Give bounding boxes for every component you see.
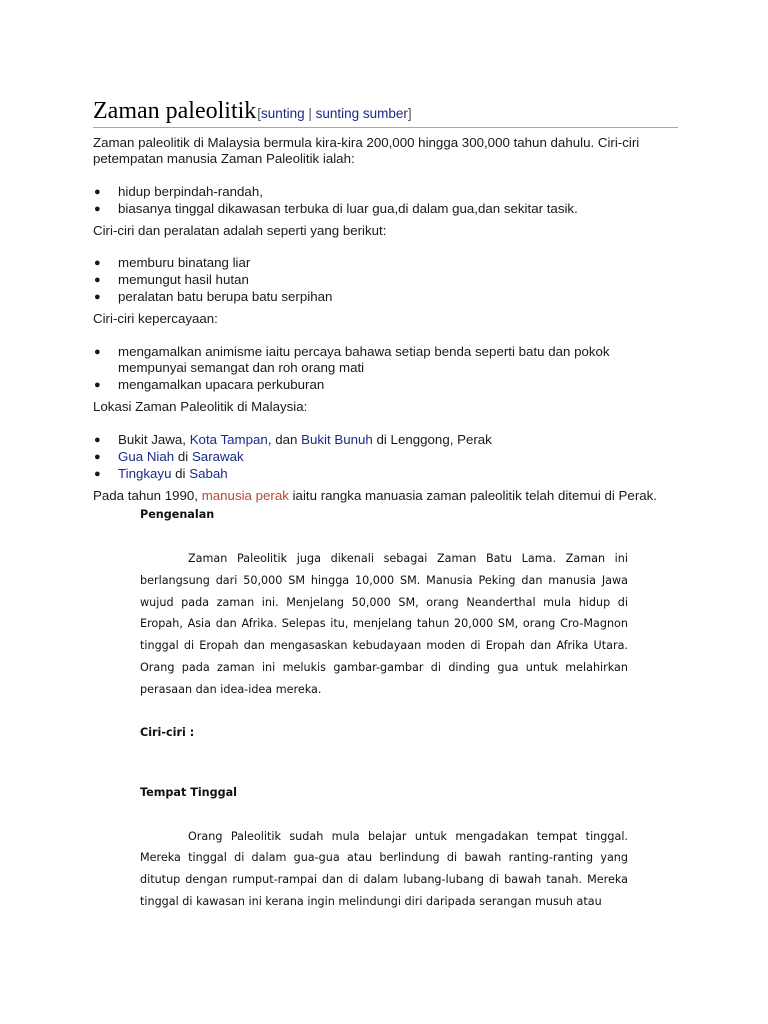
list-item (93, 466, 678, 482)
location-text: , dan (267, 432, 302, 447)
heading-pengenalan: Pengenalan (140, 508, 215, 521)
settlement-list (93, 184, 678, 217)
bullet-icon: ● (94, 257, 101, 269)
list-item-text: memungut hasil hutan (118, 272, 249, 287)
manusia-perak-link[interactable]: manusia perak (201, 488, 289, 503)
bracket-open: [ (257, 106, 262, 121)
list-item-text: mengamalkan upacara perkuburan (118, 377, 325, 392)
bracket-close: ] (407, 106, 412, 121)
list-item-text: mengamalkan animisme iaitu percaya bahawa setiap benda seperti batu dan pokok mempunyai semangat dan roh orang mati (118, 344, 610, 375)
wiki-section (93, 98, 678, 504)
edit-separator: | (304, 106, 316, 121)
intro-paragraph: Zaman paleolitik di Malaysia bermula kira-kira 200,000 hingga 300,000 tahun dahulu. Ciri-ciri petempatan manusia Zaman Paleolitik ialah: (93, 135, 640, 166)
location-text: di (171, 466, 190, 481)
belief-list (93, 344, 678, 393)
list-item (93, 255, 678, 271)
location-text: Bukit Jawa, (118, 432, 190, 447)
bullet-icon: ● (94, 451, 101, 463)
discovery-text: Pada tahun 1990, (93, 488, 202, 503)
section-title: Zaman paleolitik (93, 98, 257, 124)
kota-tampan-link[interactable]: Kota Tampan (189, 432, 268, 447)
list-item (93, 377, 678, 393)
paragraph-tempat-tinggal: Orang Paleolitik sudah mula belajar untuk mengadakan tempat tinggal. Mereka tinggal di dalam gua-gua atau berlindung di bawah ranting-ranting yang ditutup dengan rumput-rampai dan di dalam lubang-lubang di bawah tanah. Mereka tinggal di kawasan ini kerana ingin melindungi diri daripada serangan musuh atau (140, 829, 628, 908)
bullet-icon: ● (94, 186, 101, 198)
edit-links (257, 106, 411, 122)
list-item (93, 449, 678, 465)
essay-section (140, 508, 628, 913)
bullet-icon: ● (94, 346, 101, 358)
list-item (93, 344, 678, 376)
tools-intro: Ciri-ciri dan peralatan adalah seperti yang berikut: (93, 223, 387, 238)
bullet-icon: ● (94, 203, 101, 215)
edit-link[interactable]: sunting (261, 106, 305, 121)
list-item (93, 201, 678, 217)
tools-list (93, 255, 678, 305)
bullet-icon: ● (94, 274, 101, 286)
location-intro: Lokasi Zaman Paleolitik di Malaysia: (93, 399, 308, 414)
list-item-text: hidup berpindah-randah, (118, 184, 263, 199)
sarawak-link[interactable]: Sarawak (191, 449, 244, 464)
heading-tempat-tinggal: Tempat Tinggal (140, 785, 238, 799)
discovery-text: iaitu rangka manuasia zaman paleolitik telah ditemui di Perak. (288, 488, 657, 503)
gua-niah-link[interactable]: Gua Niah (118, 449, 175, 464)
list-item-text: biasanya tinggal dikawasan terbuka di luar gua,di dalam gua,dan sekitar tasik. (118, 201, 578, 216)
bullet-icon: ● (94, 434, 101, 446)
list-item-text: peralatan batu berupa batu serpihan (118, 289, 333, 304)
paragraph-pengenalan: Zaman Paleolitik juga dikenali sebagai Zaman Batu Lama. Zaman ini berlangsung dari 50,000 SM hingga 10,000 SM. Manusia Peking dan manusia Jawa wujud pada zaman ini. Menjelang 50,000 SM, orang Neanderthal mula hidup di Eropah, Asia dan Afrika. Selepas itu, menjelang tahun 20,000 SM, orang Cro-Magnon tinggal di Eropah dan mengasaskan kebudayaan moden di Eropah dan Afrika Utara. Orang pada zaman ini melukis gambar-gambar di dinding gua untuk melahirkan perasaan dan idea-idea mereka. (140, 552, 628, 696)
location-list (93, 432, 678, 482)
tingkayu-link[interactable]: Tingkayu (118, 466, 172, 481)
list-item-text: memburu binatang liar (118, 255, 251, 270)
location-text: di (174, 449, 192, 464)
list-item (93, 184, 678, 200)
list-item (93, 432, 678, 448)
bukit-bunuh-link[interactable]: Bukit Bunuh (301, 432, 373, 447)
edit-source-link[interactable]: sunting sumber (315, 106, 408, 121)
bullet-icon: ● (94, 291, 101, 303)
heading-ciri-ciri: Ciri-ciri : (140, 725, 195, 739)
bullet-icon: ● (94, 468, 101, 480)
sabah-link[interactable]: Sabah (189, 466, 228, 481)
list-item (93, 272, 678, 288)
discovery-paragraph (93, 488, 678, 504)
bullet-icon: ● (94, 379, 101, 391)
list-item (93, 289, 678, 305)
belief-intro: Ciri-ciri kepercayaan: (93, 311, 218, 326)
location-text: di Lenggong, Perak (372, 432, 492, 447)
section-heading (93, 98, 678, 128)
